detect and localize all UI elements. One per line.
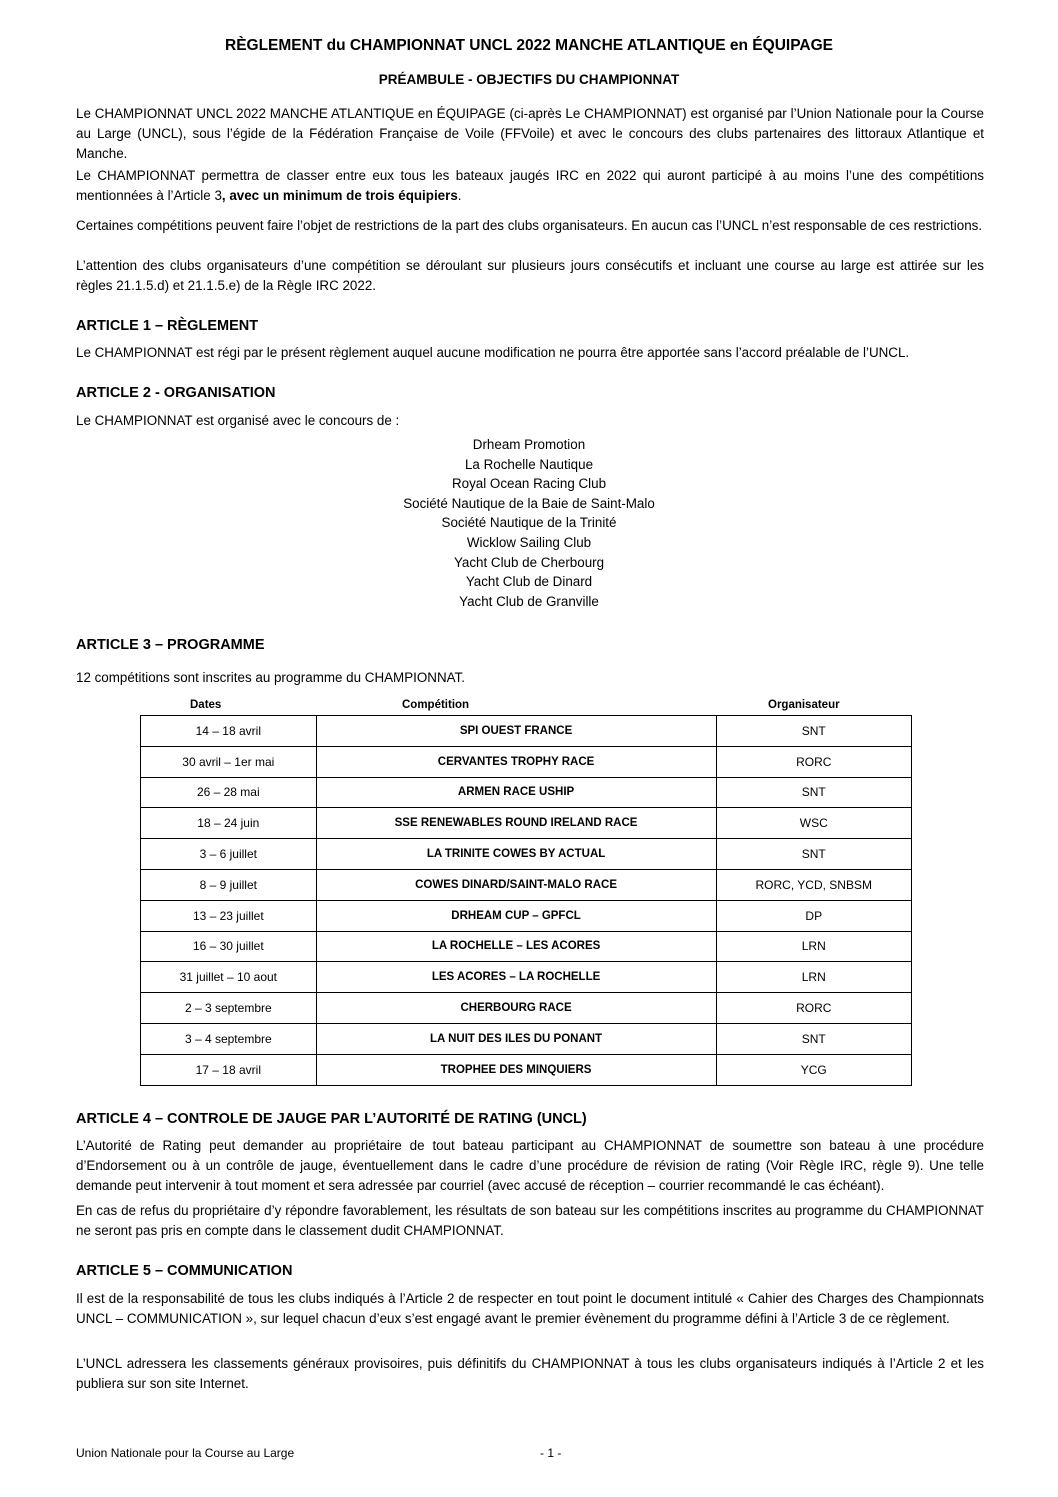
cell-organizer: SNT	[716, 839, 911, 870]
table-row	[141, 839, 912, 870]
document-title: RÈGLEMENT du CHAMPIONNAT UNCL 2022 MANCHE ATLANTIQUE en ÉQUIPAGE	[225, 37, 833, 54]
preamble-paragraph-2-bold: , avec un minimum de trois équipiers	[221, 188, 458, 203]
cell-competition: LA TRINITE COWES BY ACTUAL	[316, 839, 716, 870]
cell-dates: 26 – 28 mai	[141, 777, 317, 808]
preamble-paragraph-4: L’attention des clubs organisateurs d’une compétition se déroulant sur plusieurs jours consécutifs et incluant une course au large est attirée sur les règles 21.1.5.d) et 21.1.5.e) de la Règle IRC 2022.	[76, 258, 984, 293]
cell-organizer: SNT	[716, 716, 911, 747]
table-row	[141, 808, 912, 839]
column-header-organizer: Organisateur	[768, 699, 840, 711]
cell-organizer: RORC	[716, 746, 911, 777]
column-header-dates: Dates	[190, 699, 222, 711]
footer-organization: Union Nationale pour la Course au Large	[76, 1446, 295, 1460]
cell-dates: 2 – 3 septembre	[141, 993, 317, 1024]
club-list	[0, 435, 1058, 611]
cell-organizer: RORC, YCD, SNBSM	[716, 869, 911, 900]
club-item: La Rochelle Nautique	[464, 456, 594, 472]
cell-competition: ARMEN RACE USHIP	[316, 777, 716, 808]
cell-organizer: DP	[716, 900, 911, 931]
table-row	[141, 869, 912, 900]
table-row	[141, 962, 912, 993]
article-4-paragraph-2: En cas de refus du propriétaire d’y répondre favorablement, les résultats de son bateau sur les compétitions inscrites au programme du CHAMPIONNAT ne seront pas pris en compte dans le classement dudit CHAMPIONNAT.	[76, 1203, 984, 1238]
cell-dates: 14 – 18 avril	[141, 716, 317, 747]
article-1-heading: ARTICLE 1 – RÈGLEMENT	[76, 318, 259, 334]
cell-dates: 3 – 6 juillet	[141, 839, 317, 870]
cell-competition: LA ROCHELLE – LES ACORES	[316, 931, 716, 962]
cell-organizer: RORC	[716, 993, 911, 1024]
club-item: Drheam Promotion	[472, 437, 586, 452]
article-5-paragraph-1: Il est de la responsabilité de tous les clubs indiqués à l’Article 2 de respecter en tout point le document intitulé « Cahier des Charges des Championnats UNCL – COMMUNICATION », sur lequel chacun d’eux s’est engagé avant le premier évènement du programme défini à l’Article 3 de ce règlement.	[76, 1291, 984, 1326]
table-row	[141, 993, 912, 1024]
cell-dates: 3 – 4 septembre	[141, 1023, 317, 1054]
article-3-heading: ARTICLE 3 – PROGRAMME	[76, 637, 265, 653]
article-4-paragraph-1: L’Autorité de Rating peut demander au propriétaire de tout bateau participant au CHAMPIONNAT de soumettre son bateau à une procédure d’Endorsement ou à un contrôle de jauge, éventuellement dans le cadre d’une procédure de révision de rating (Voir Règle IRC, règle 9). Une telle demande peut intervenir à tout moment et sera adressée par courriel (avec accusé de réception – courrier recommandé le cas échéant).	[76, 1138, 984, 1193]
table-row	[141, 1023, 912, 1054]
article-5-heading: ARTICLE 5 – COMMUNICATION	[76, 1263, 293, 1279]
article-2-intro: Le CHAMPIONNAT est organisé avec le concours de :	[76, 413, 400, 428]
table-row	[141, 746, 912, 777]
cell-dates: 31 juillet – 10 aout	[141, 962, 317, 993]
article-4-heading: ARTICLE 4 – CONTROLE DE JAUGE PAR L’AUTORITÉ DE RATING (UNCL)	[76, 1111, 587, 1127]
article-3-intro: 12 compétitions sont inscrites au programme du CHAMPIONNAT.	[76, 670, 465, 685]
club-item: Royal Ocean Racing Club	[451, 476, 607, 492]
cell-competition: CHERBOURG RACE	[316, 993, 716, 1024]
cell-organizer: SNT	[716, 1023, 911, 1054]
preamble-paragraph-3: Certaines compétitions peuvent faire l’objet de restrictions de la part des clubs organisateurs. En aucun cas l’UNCL n’est responsable de ces restrictions.	[76, 218, 983, 233]
cell-organizer: YCG	[716, 1054, 911, 1085]
cell-dates: 13 – 23 juillet	[141, 900, 317, 931]
club-item: Yacht Club de Granville	[459, 593, 599, 609]
article-2-heading: ARTICLE 2 - ORGANISATION	[76, 385, 276, 401]
cell-dates: 18 – 24 juin	[141, 808, 317, 839]
cell-dates: 8 – 9 juillet	[141, 869, 317, 900]
document-subtitle: PRÉAMBULE - OBJECTIFS DU CHAMPIONNAT	[378, 72, 680, 87]
club-item: Yacht Club de Dinard	[465, 574, 593, 590]
cell-organizer: LRN	[716, 931, 911, 962]
preamble-paragraph-1: Le CHAMPIONNAT UNCL 2022 MANCHE ATLANTIQUE en ÉQUIPAGE (ci-après Le CHAMPIONNAT) est organisé par l’Union Nationale pour la Course au Large (UNCL), sous l’égide de la Fédération Française de Voile (FFVoile) et avec le concours des clubs partenaires des littoraux Atlantique et Manche.	[76, 106, 984, 161]
table-row	[141, 931, 912, 962]
table-row	[141, 900, 912, 931]
cell-dates: 30 avril – 1er mai	[141, 746, 317, 777]
footer-page-number: - 1 -	[540, 1446, 562, 1460]
article-5-paragraph-2: L’UNCL adressera les classements généraux provisoires, puis définitifs du CHAMPIONNAT à tous les clubs organisateurs indiqués à l’Article 2 et les publiera sur son site Internet.	[76, 1356, 984, 1391]
cell-dates: 16 – 30 juillet	[141, 931, 317, 962]
cell-competition: LES ACORES – LA ROCHELLE	[316, 962, 716, 993]
cell-competition: DRHEAM CUP – GPFCL	[316, 900, 716, 931]
article-1-text: Le CHAMPIONNAT est régi par le présent règlement auquel aucune modification ne pourra être apportée sans l’accord préalable de l’UNCL.	[76, 345, 910, 360]
club-item: Wicklow Sailing Club	[466, 534, 592, 550]
cell-organizer: SNT	[716, 777, 911, 808]
programme-table	[140, 715, 912, 1086]
column-header-competition: Compétition	[402, 699, 470, 711]
club-item: Yacht Club de Cherbourg	[453, 554, 605, 570]
cell-dates: 17 – 18 avril	[141, 1054, 317, 1085]
preamble-paragraph-2: Le CHAMPIONNAT permettra de classer entre eux tous les bateaux jaugés IRC en 2022 qui auront participé à au moins l’une des compétitions mentionnées à l’Article 3, avec un minimum de trois équipiers.	[76, 168, 984, 203]
cell-competition: TROPHEE DES MINQUIERS	[316, 1054, 716, 1085]
cell-competition: SPI OUEST FRANCE	[316, 716, 716, 747]
cell-competition: LA NUIT DES ILES DU PONANT	[316, 1023, 716, 1054]
table-row	[141, 716, 912, 747]
table-row	[141, 1054, 912, 1085]
club-item: Société Nautique de la Baie de Saint-Malo	[403, 495, 655, 511]
cell-organizer: LRN	[716, 962, 911, 993]
cell-organizer: WSC	[716, 808, 911, 839]
cell-competition: CERVANTES TROPHY RACE	[316, 746, 716, 777]
cell-competition: SSE RENEWABLES ROUND IRELAND RACE	[316, 808, 716, 839]
table-row	[141, 777, 912, 808]
cell-competition: COWES DINARD/SAINT-MALO RACE	[316, 869, 716, 900]
club-item: Société Nautique de la Trinité	[441, 515, 617, 531]
